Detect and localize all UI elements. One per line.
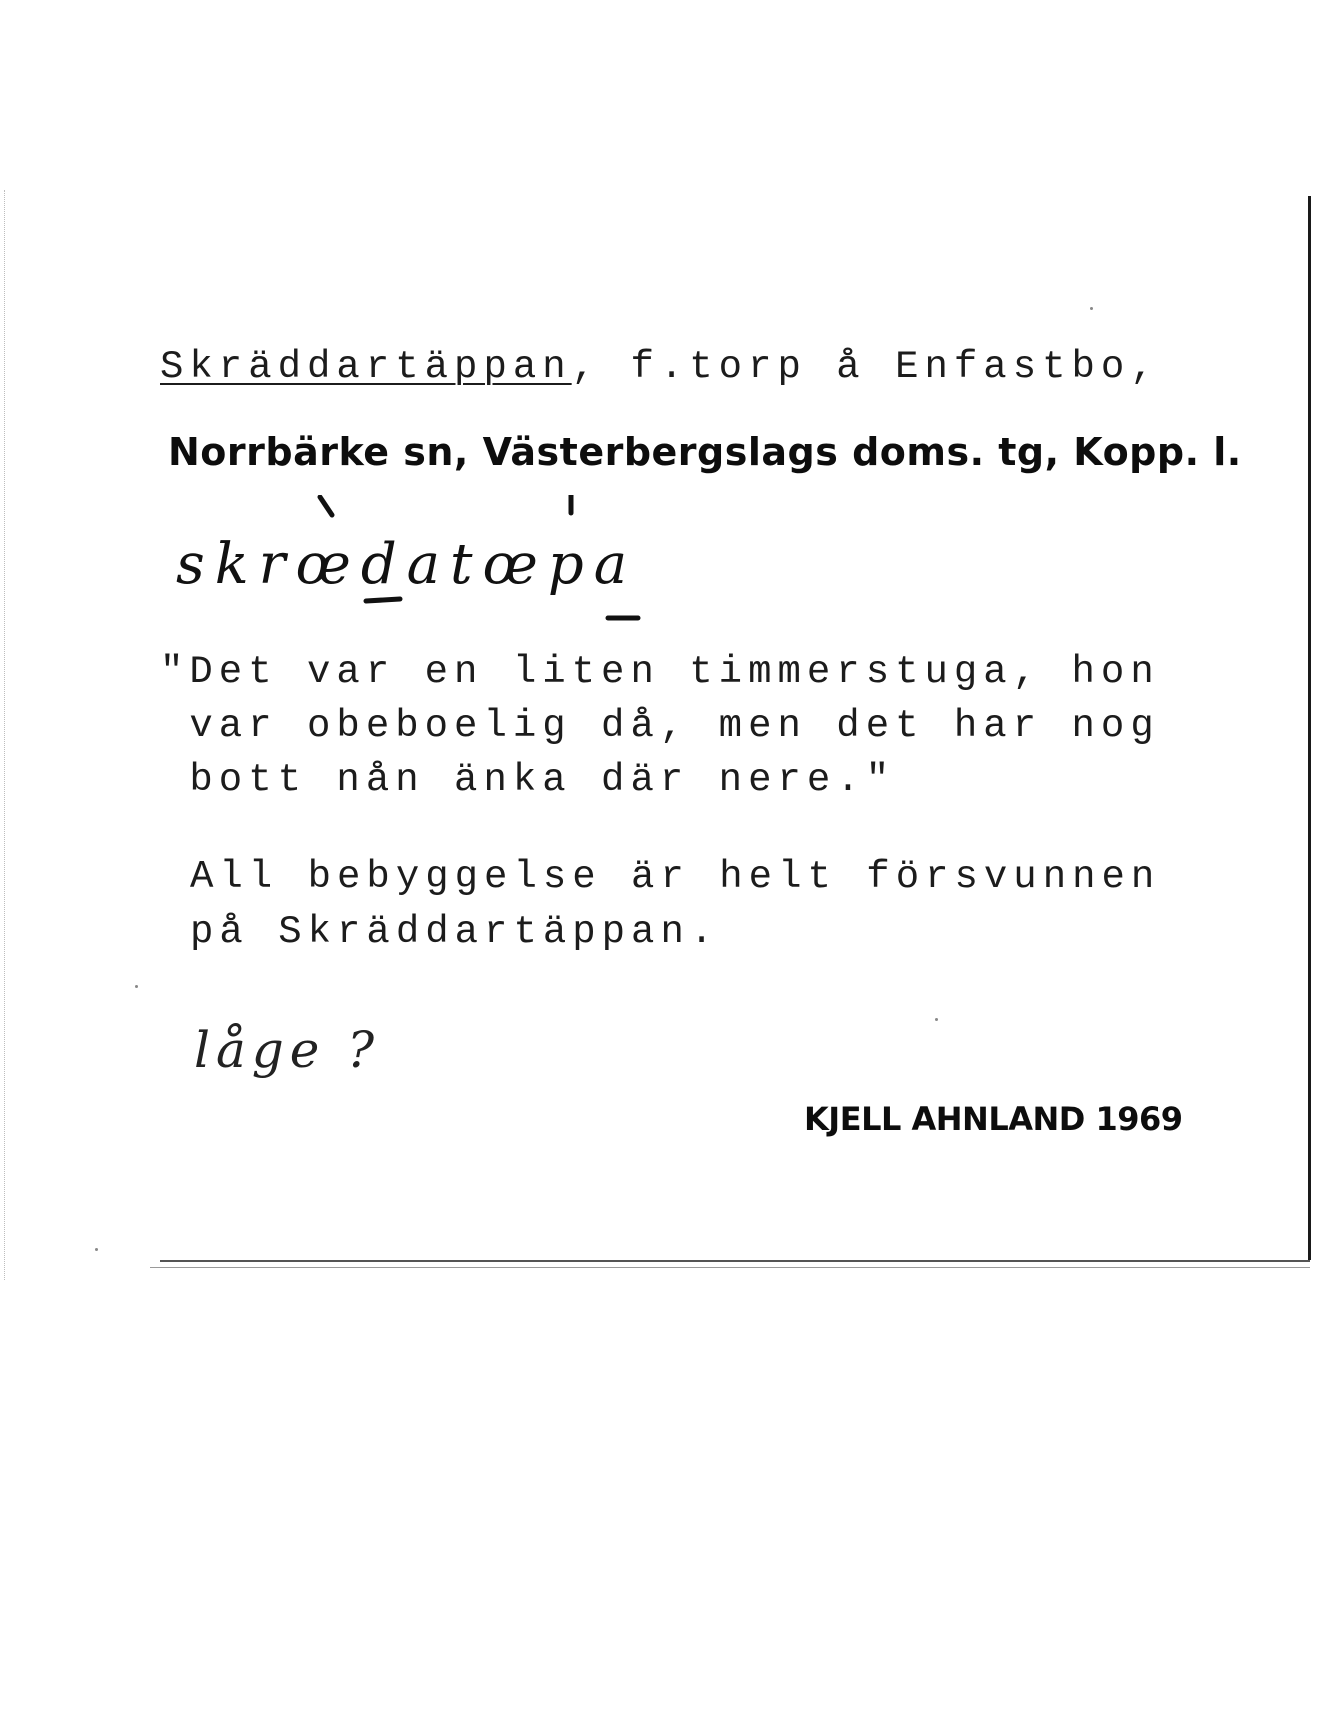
place-name: Skräddartäppan bbox=[160, 345, 572, 389]
query-text: låge ? bbox=[194, 1021, 381, 1079]
quote-line-2: var obeboelig då, men det har nog bbox=[160, 704, 1160, 748]
quote-line-3: bott nån änka där nere." bbox=[160, 758, 896, 802]
card-bottom-edge bbox=[160, 1260, 1310, 1262]
note-line-2: på Skräddartäppan. bbox=[190, 910, 720, 954]
scan-speck bbox=[935, 1018, 938, 1021]
phonetic-transcription bbox=[170, 495, 710, 635]
card-bottom-shadow bbox=[150, 1267, 1310, 1268]
scan-speck bbox=[135, 985, 138, 988]
heading-line bbox=[160, 345, 1160, 389]
quote-line-1: "Det var en liten timmerstuga, hon bbox=[160, 650, 1160, 694]
scan-speck bbox=[95, 1248, 98, 1251]
author-signature-line: KJELL AHNLAND 1969 bbox=[804, 1100, 1183, 1138]
grave-accent-mark bbox=[320, 497, 332, 515]
parish-location-line: Norrbärke sn, Västerbergslags doms. tg, Kopp. l. bbox=[168, 430, 1242, 474]
note-line-1: All bebyggelse är helt försvunnen bbox=[190, 855, 1161, 899]
scan-edge-specks bbox=[4, 190, 15, 1280]
underline-mark-d bbox=[366, 599, 400, 601]
place-description: , f.torp å Enfastbo, bbox=[571, 345, 1160, 389]
card-right-edge bbox=[1308, 196, 1311, 1260]
scan-speck bbox=[1090, 307, 1093, 310]
phonetic-text: skrœdatœpa bbox=[176, 532, 638, 597]
handwritten-query bbox=[190, 1005, 450, 1125]
